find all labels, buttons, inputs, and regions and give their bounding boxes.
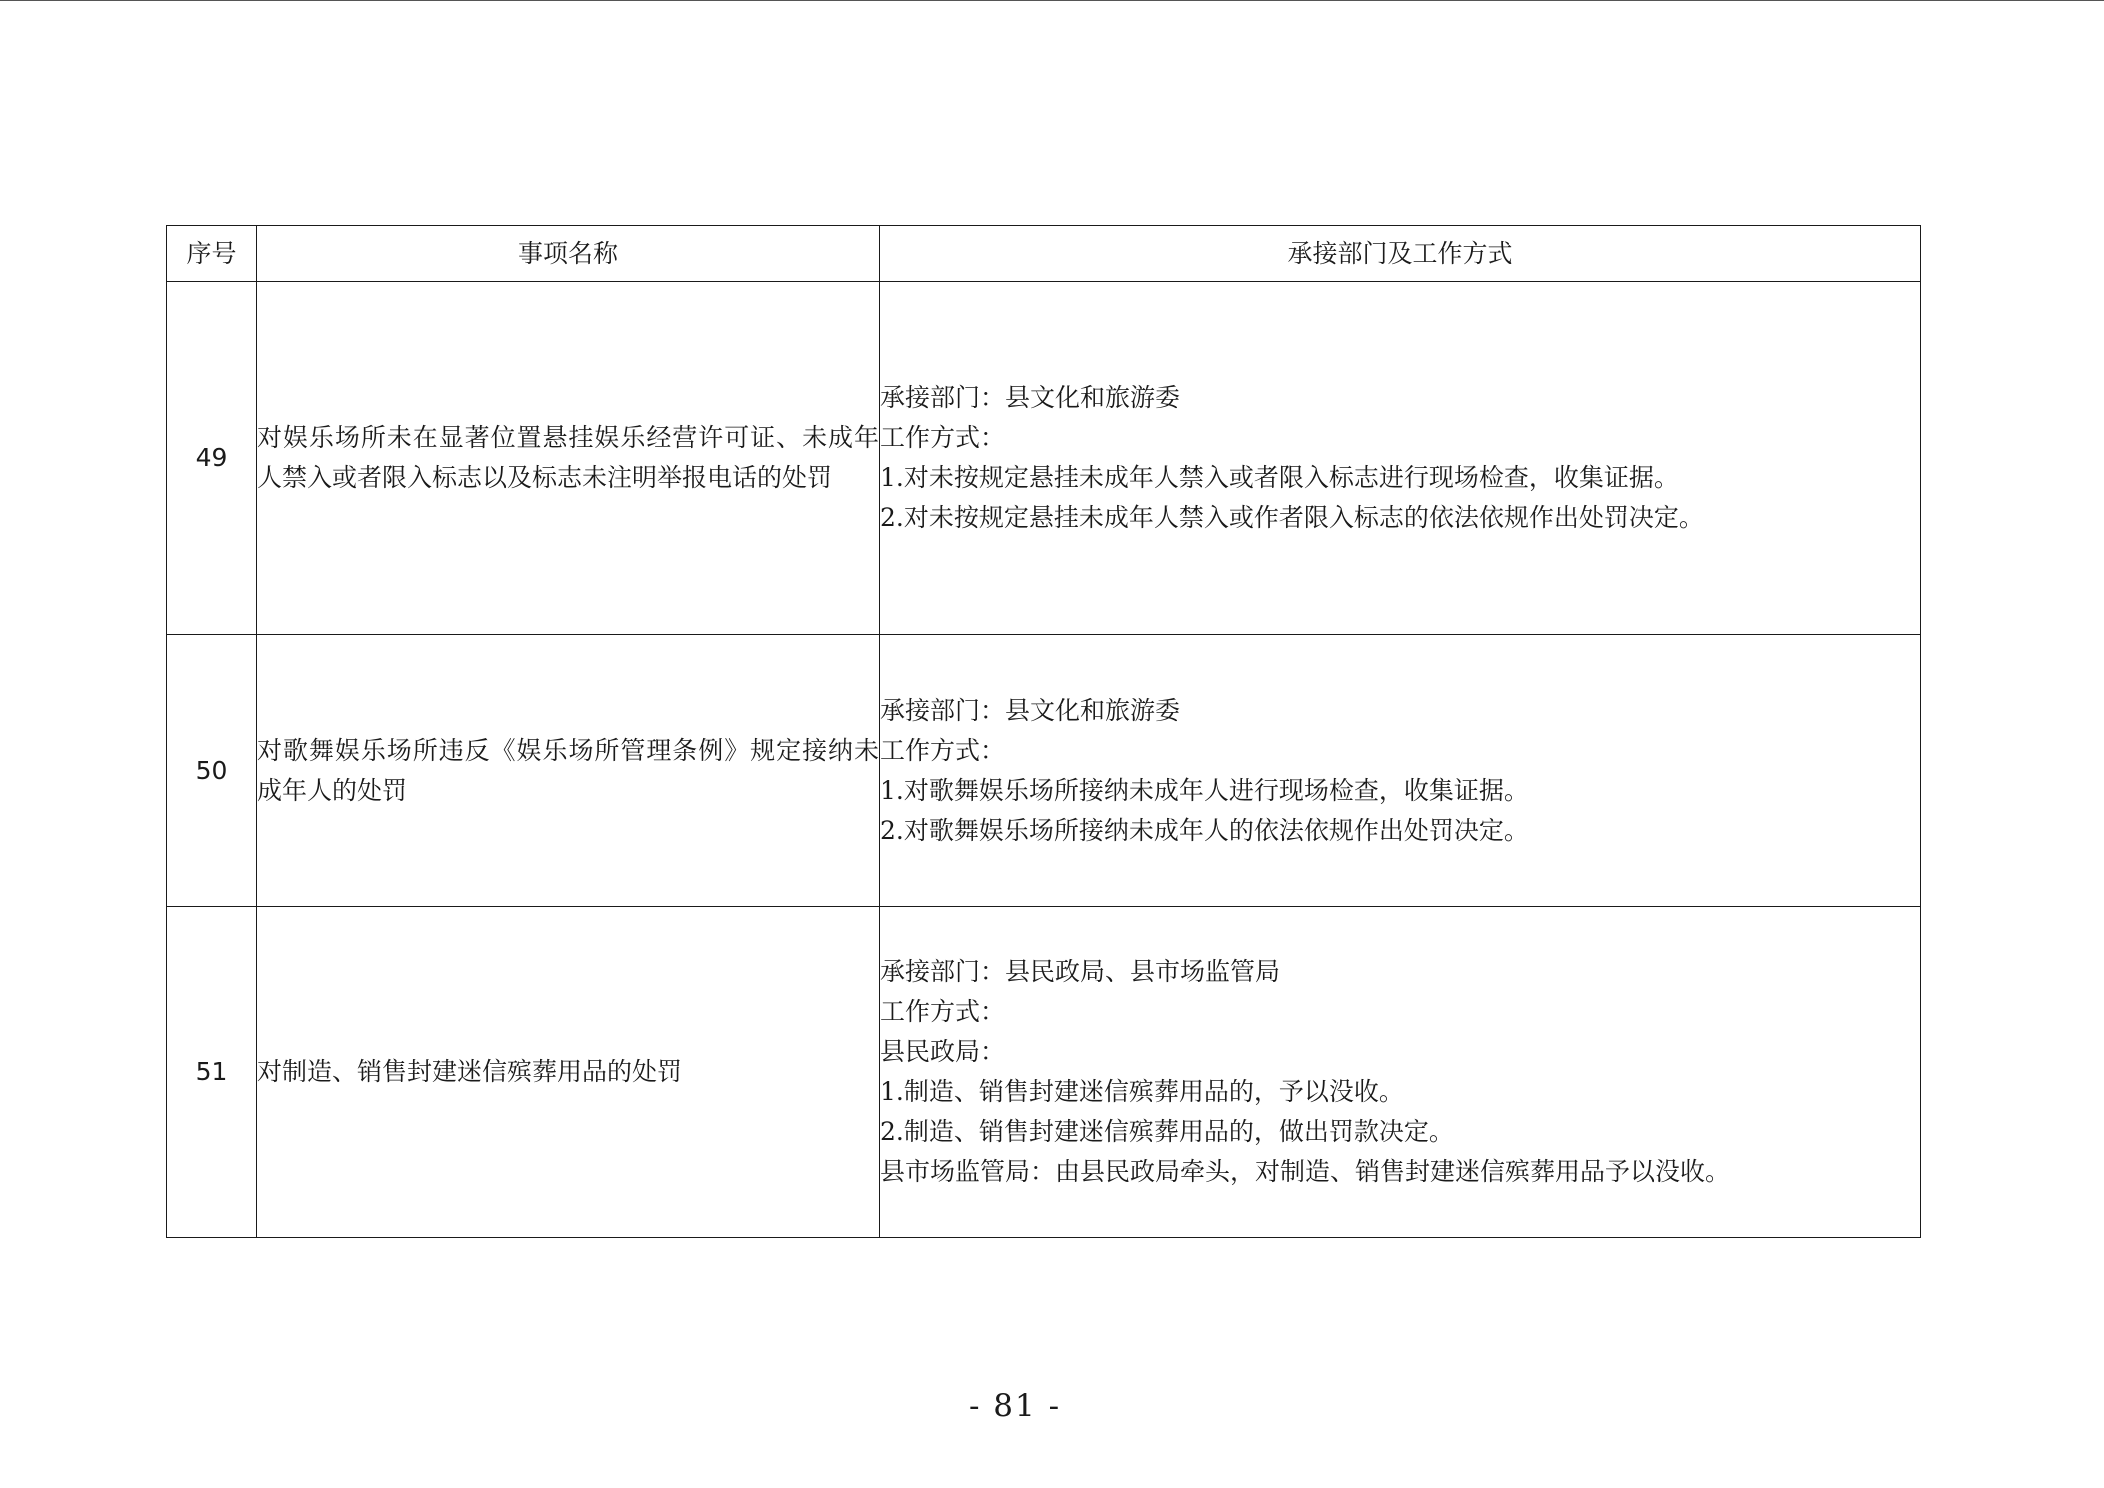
row-dept-method <box>880 635 1921 907</box>
dept-line: 1.对歌舞娱乐场所接纳未成年人进行现场检查，收集证据。 <box>880 775 1529 805</box>
header-seq: 序号 <box>167 226 257 282</box>
dept-line: 承接部门：县文化和旅游委 <box>880 383 1181 412</box>
dept-line: 1.对未按规定悬挂未成年人禁入或者限入标志进行现场检查，收集证据。 <box>880 463 1679 492</box>
items-table <box>166 225 1921 1238</box>
dept-line: 2.对未按规定悬挂未成年人禁入或作者限入标志的依法依规作出处罚决定。 <box>880 503 1704 532</box>
dept-line: 承接部门：县民政局、县市场监管局 <box>880 957 1281 986</box>
dept-line: 2.制造、销售封建迷信殡葬用品的，做出罚款决定。 <box>880 1117 1454 1146</box>
row-dept-method <box>880 282 1921 635</box>
table-row <box>167 907 1921 1238</box>
table-header-row <box>167 226 1921 282</box>
dept-line: 县民政局： <box>880 1037 1006 1066</box>
row-item-name: 对歌舞娱乐场所违反《娱乐场所管理条例》规定接纳未成年人的处罚 <box>257 635 880 907</box>
dept-line: 县市场监管局：由县民政局牵头，对制造、销售封建迷信殡葬用品予以没收。 <box>880 1157 1731 1186</box>
dept-line: 工作方式： <box>880 423 1006 452</box>
table-row <box>167 635 1921 907</box>
top-border-line <box>0 0 2104 1</box>
row-dept-method <box>880 907 1921 1238</box>
dept-line: 工作方式： <box>880 997 1006 1026</box>
table-row <box>167 282 1921 635</box>
dept-line: 工作方式： <box>880 735 1006 765</box>
row-seq: 51 <box>167 907 257 1238</box>
page-number: - 81 - <box>968 1388 1062 1424</box>
dept-line: 1.制造、销售封建迷信殡葬用品的，予以没收。 <box>880 1077 1404 1106</box>
header-dept-method: 承接部门及工作方式 <box>880 226 1921 282</box>
row-seq: 50 <box>167 635 257 907</box>
row-item-name: 对娱乐场所未在显著位置悬挂娱乐经营许可证、未成年人禁入或者限入标志以及标志未注明举报电话的处罚 <box>257 282 880 635</box>
header-item-name: 事项名称 <box>257 226 880 282</box>
row-seq: 49 <box>167 282 257 635</box>
row-item-name: 对制造、销售封建迷信殡葬用品的处罚 <box>257 907 880 1238</box>
dept-line: 2.对歌舞娱乐场所接纳未成年人的依法依规作出处罚决定。 <box>880 815 1529 845</box>
dept-line: 承接部门：县文化和旅游委 <box>880 695 1181 725</box>
